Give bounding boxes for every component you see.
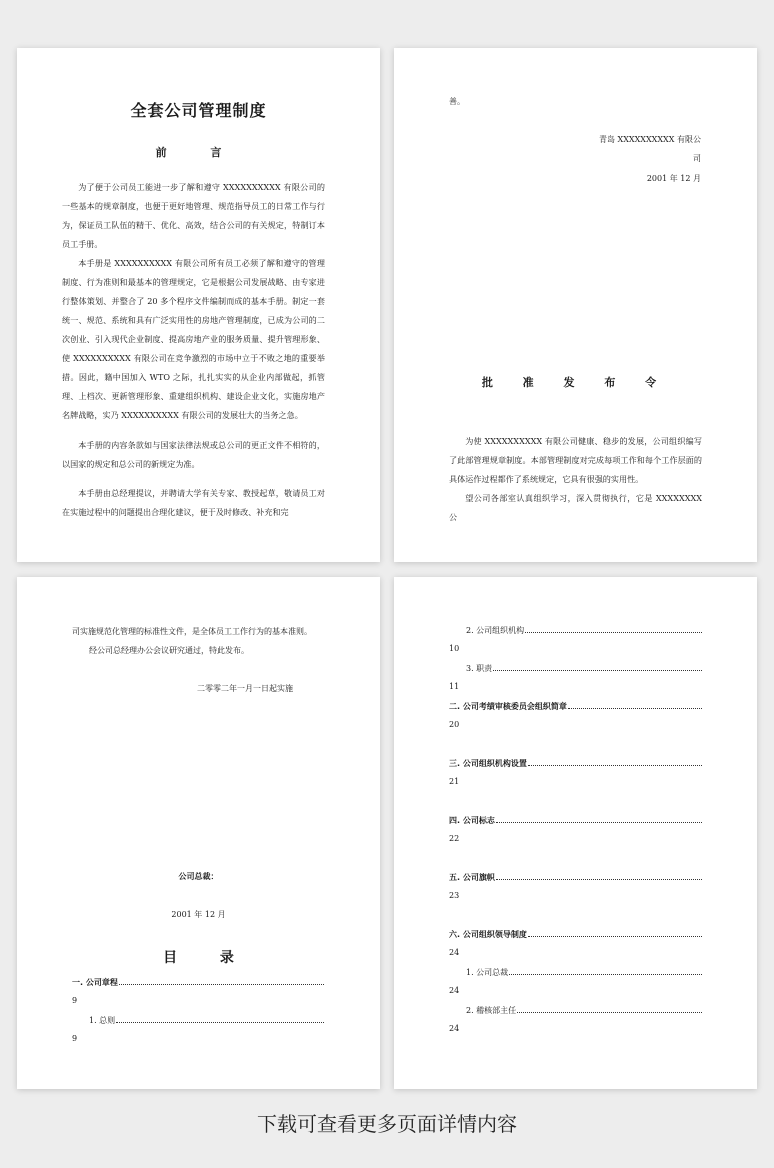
document-page-3 xyxy=(17,577,380,1089)
toc-entry-page: 20 xyxy=(449,720,460,729)
toc-entry-page: 24 xyxy=(449,986,460,995)
carry-over-text: 善。 xyxy=(449,97,465,106)
carry-over-text: 司实施规范化管理的标准性文件，是全体员工工作行为的基本准则。 xyxy=(72,627,312,636)
toc-entry[interactable] xyxy=(466,625,702,636)
toc-entry-label: 2. 公司组织机构 xyxy=(466,626,525,635)
toc-entry-label: 五. 公司旗帜 xyxy=(449,873,495,882)
effective-date: 二零零二年一月一日起实施 xyxy=(197,684,293,693)
toc-leader-dots xyxy=(568,702,702,709)
toc-entry[interactable] xyxy=(466,1005,702,1016)
toc-entry-label: 1. 公司总裁 xyxy=(466,968,509,977)
preface-paragraph-2: 本手册是 XXXXXXXXXX 有限公司所有员工必须了解和遵守的管理制度、行为准则和最基本的管理规定，它是根据公司发展战略、由专家进行整体策划、并整合了 20 多个程序文件编制而成的基本手册。制定一套统一、规范、系统和具有广泛实用性的房地产管理制度，已成为公司的二次创业、引入现代企业制度、提高房地产业的服务质量、提升管理形象、使 XXXXXXXXXX 有限公司在竞争激烈的市场中立于不败之地的重要举措。因此，籍中国加入 WTO 之际，扎扎实实的从企业内部做起，抓管理、上档次、更新管理形象、重建组织机构、建设企业文化，实施房地产名牌战略，实乃 XXXXXXXXXX 有限公司的发展壮大的当务之急。 xyxy=(62,258,325,420)
toc-entry-page: 21 xyxy=(449,777,460,786)
preface-paragraph-3: 本手册的内容条款如与国家法律法规或总公司的更正文件不相符的，以国家的规定和总公司的新规定为准。 xyxy=(62,440,325,469)
toc-leader-dots xyxy=(496,816,702,823)
toc-entry-label: 3. 职责 xyxy=(466,664,493,673)
toc-entry-page: 22 xyxy=(449,834,460,843)
toc-leader-dots xyxy=(517,1006,702,1013)
signer-date: 2001 年 12 月 xyxy=(171,910,226,919)
toc-entry[interactable] xyxy=(449,815,702,826)
document-page-4 xyxy=(394,577,757,1089)
document-page-2 xyxy=(394,48,757,562)
toc-entry-page: 10 xyxy=(449,644,460,653)
order-paragraph-1: 为使 XXXXXXXXXX 有限公司健康、稳步的发展，公司组织编写了此部管理规章制度。本部管理制度对完成每项工作和每个工作层面的具体运作过程都作了系统规定，它具有很强的实用性。 xyxy=(449,436,702,484)
signer-label: 公司总裁： xyxy=(178,872,219,881)
preface-heading: 前 言 xyxy=(155,146,242,159)
toc-leader-dots xyxy=(496,873,702,880)
toc-entry-label: 四. 公司标志 xyxy=(449,816,495,825)
toc-leader-dots xyxy=(525,626,702,633)
signature-company-line-2: 司 xyxy=(693,154,701,163)
document-page-1 xyxy=(17,48,380,562)
toc-entry[interactable] xyxy=(449,701,702,712)
toc-entry-label: 1. 总则 xyxy=(89,1016,116,1025)
toc-entry-label: 二. 公司考绩审核委员会组织简章 xyxy=(449,702,567,711)
toc-leader-dots xyxy=(528,930,702,937)
preface-paragraph-4: 本手册由总经理提议，并聘请大学有关专家、教授起草，敬请员工对在实施过程中的问题提出合理化建议，便于及时修改、补充和完 xyxy=(62,488,325,517)
signature-company-line-1: 青岛 XXXXXXXXXX 有限公 xyxy=(598,135,701,144)
toc-entry[interactable] xyxy=(449,929,702,940)
toc-heading: 目 录 xyxy=(163,950,234,966)
toc-entry-page: 24 xyxy=(449,1024,460,1033)
toc-entry-page: 11 xyxy=(449,682,460,691)
toc-entry-page: 9 xyxy=(72,1034,78,1043)
toc-entry-label: 2. 稽核部主任 xyxy=(466,1006,517,1015)
approval-order-heading: 批 准 发 布 令 xyxy=(481,376,670,389)
toc-leader-dots xyxy=(493,664,702,671)
approval-statement: 经公司总经理办公会议研究通过，特此发布。 xyxy=(89,646,249,655)
toc-entry[interactable] xyxy=(466,967,702,978)
toc-entry[interactable] xyxy=(449,872,702,883)
toc-entry-page: 24 xyxy=(449,948,460,957)
toc-leader-dots xyxy=(116,1016,324,1023)
toc-entry-label: 一. 公司章程 xyxy=(72,978,118,987)
toc-entry[interactable] xyxy=(466,663,702,674)
toc-leader-dots xyxy=(119,978,324,985)
toc-entry[interactable] xyxy=(72,977,324,988)
toc-entry[interactable] xyxy=(449,758,702,769)
preface-paragraph-1: 为了便于公司员工能进一步了解和遵守 XXXXXXXXXX 有限公司的一些基本的规章制度，也便于更好地管理、规范指导员工的日常工作与行为，保证员工队伍的精干、优化、高效，结合公司的有关规定，特制订本员工手册。 xyxy=(62,182,325,249)
toc-entry[interactable] xyxy=(89,1015,324,1026)
toc-entry-page: 9 xyxy=(72,996,78,1005)
download-caption: 下载可查看更多页面详情内容 xyxy=(257,1112,517,1136)
toc-leader-dots xyxy=(528,759,702,766)
signature-date: 2001 年 12 月 xyxy=(646,174,701,183)
toc-entry-page: 23 xyxy=(449,891,460,900)
toc-entry-label: 六. 公司组织领导制度 xyxy=(449,930,527,939)
order-paragraph-2: 望公司各部室认真组织学习，深入贯彻执行，它是 XXXXXXXX 公 xyxy=(449,493,702,522)
document-title: 全套公司管理制度 xyxy=(130,101,267,120)
toc-leader-dots xyxy=(509,968,702,975)
toc-entry-label: 三. 公司组织机构设置 xyxy=(449,759,527,768)
